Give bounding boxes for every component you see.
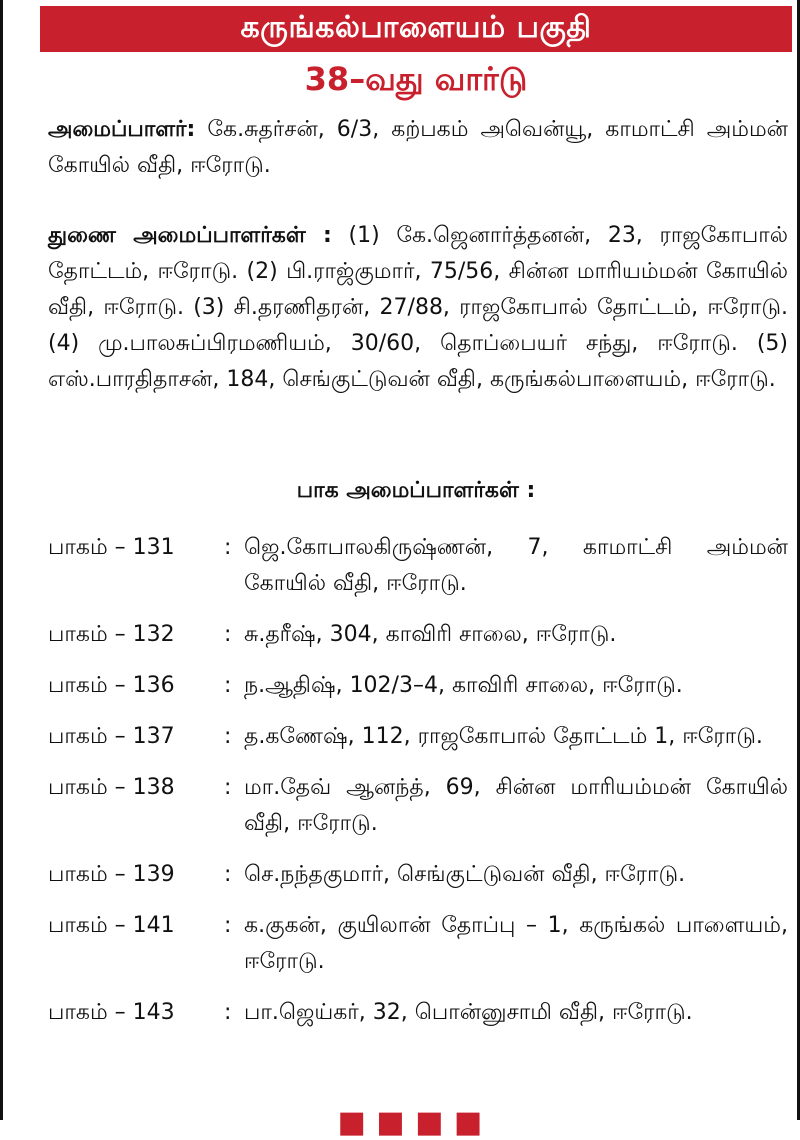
next-heading-fragment: ■ ■ ■ ■ (337, 1105, 483, 1140)
booth-number: பாகம் – 141 (48, 913, 175, 938)
separator-colon: : (224, 535, 232, 560)
left-column-rule (0, 0, 3, 1120)
deputy-paragraph (48, 218, 788, 398)
booth-list (48, 530, 788, 1046)
ward-title: 38–வது வார்டு (304, 60, 528, 98)
booth-organizer: த.கணேஷ், 112, ராஜகோபால் தோட்டம் 1, ஈரோடு. (244, 724, 763, 749)
list-item (48, 857, 788, 893)
booth-number: பாகம் – 139 (48, 862, 175, 887)
booth-organizer: மா.தேவ் ஆனந்த், 69, சின்ன மாரியம்மன் கோயில் வீதி, ஈரோடு. (244, 775, 788, 836)
section-title-banner (40, 6, 792, 52)
booth-organizer: பா.ஜெய்கர், 32, பொன்னுசாமி வீதி, ஈரோடு. (244, 1000, 693, 1025)
booth-heading: பாக அமைப்பாளர்கள் : (296, 478, 536, 503)
organizer-paragraph (48, 112, 788, 184)
separator-colon: : (224, 724, 232, 749)
separator-colon: : (224, 862, 232, 887)
booth-organizer: சு.தரீஷ், 304, காவிரி சாலை, ஈரோடு. (244, 622, 617, 647)
booth-number: பாகம் – 136 (48, 673, 175, 698)
separator-colon: : (224, 913, 232, 938)
list-item (48, 617, 788, 653)
separator-colon: : (224, 673, 232, 698)
booth-number: பாகம் – 137 (48, 724, 175, 749)
booth-organizer: ந.ஆதிஷ், 102/3–4, காவிரி சாலை, ஈரோடு. (244, 673, 683, 698)
booth-organizer: செ.நந்தகுமார், செங்குட்டுவன் வீதி, ஈரோடு. (244, 862, 686, 887)
booth-organizer: ஜெ.கோபாலகிருஷ்ணன், 7, காமாட்சி அம்மன் கோயில் வீதி, ஈரோடு. (244, 535, 788, 596)
booth-number: பாகம் – 131 (48, 535, 175, 560)
list-item (48, 995, 788, 1031)
organizer-text: கே.சுதர்சன், 6/3, கற்பகம் அவென்யூ, காமாட்சி அம்மன் கோயில் வீதி, ஈரோடு. (48, 117, 788, 178)
list-item (48, 530, 788, 602)
booth-organizer: க.குகன், குயிலான் தோப்பு – 1, கருங்கல் பாளையம், ஈரோடு. (244, 913, 788, 974)
list-item (48, 719, 788, 755)
section-title: கருங்கல்பாளையம் பகுதி (240, 9, 592, 45)
deputy-text: (1) கே.ஜெனார்த்தனன், 23, ராஜகோபால் தோட்டம், ஈரோடு. (2) பி.ராஜ்குமார், 75/56, சின்ன மாரியம்மன் கோயில் வீதி, ஈரோடு. (3) சி.தரணிதரன், 27/88, ராஜகோபால் தோட்டம், ஈரோடு. (4) மு.பாலசுப்பிரமணியம், 30/60, தொப்பையர் சந்து, ஈரோடு. (5) எஸ்.பாரதிதாசன், 184, செங்குட்டுவன் வீதி, கருங்கல்பாளையம், ஈரோடு. (48, 223, 788, 392)
deputy-label: துணை அமைப்பாளர்கள் : (48, 223, 332, 248)
list-item (48, 908, 788, 980)
list-item (48, 770, 788, 842)
booth-number: பாகம் – 143 (48, 1000, 175, 1025)
list-item (48, 668, 788, 704)
separator-colon: : (224, 622, 232, 647)
separator-colon: : (224, 1000, 232, 1025)
organizer-label: அமைப்பாளர்: (48, 117, 196, 142)
separator-colon: : (224, 775, 232, 800)
next-heading-cutoff (290, 1105, 530, 1140)
booth-number: பாகம் – 138 (48, 775, 175, 800)
booth-number: பாகம் – 132 (48, 622, 175, 647)
